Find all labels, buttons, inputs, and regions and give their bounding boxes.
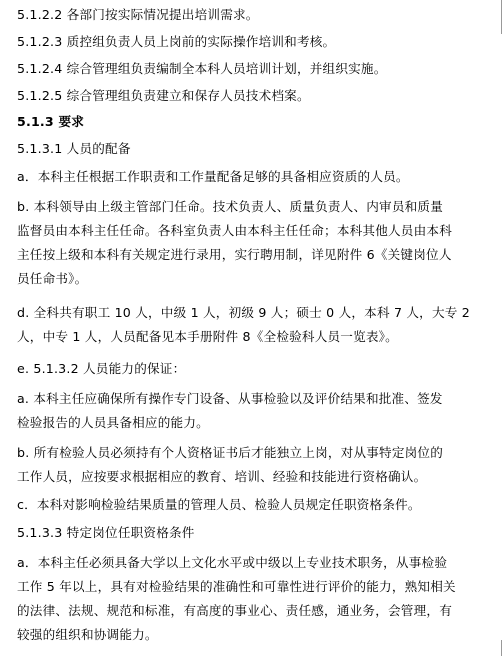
paragraph-line: b. 本科领导由上级主管部门任命。技术负责人、质量负责人、内审员和质量 [17,199,444,214]
paragraph-line: d. 全科共有职工 10 人，中级 1 人，初级 9 人；硕士 0 人，本科 7 人，大专 2 [17,305,470,320]
clause-5-1-2-2: 5.1.2.2 各部门按实际情况提出培训需求。 [17,7,259,22]
subheading-5-1-3-2: e. 5.1.3.2 人员能力的保证： [17,361,186,376]
paragraph-line: 人，中专 1 人，人员配备见本手册附件 8《全检验科人员一览表》。 [17,329,398,344]
paragraph-line: 主任按上级和本科有关规定进行录用，实行聘用制，详见附件 6《关键岗位人 [17,247,452,262]
paragraph-line: b. 所有检验人员必须持有个人资格证书后才能独立上岗，对从事特定岗位的 [17,445,444,460]
paragraph-line: 工作 5 年以上，具有对检验结果的准确性和可靠性进行评价的能力，熟知相关 [17,579,456,594]
paragraph-line: 工作人员，应按要求根据相应的教育、培训、经验和技能进行资格确认。 [17,469,427,484]
clause-5-1-2-3: 5.1.2.3 质控组负责人员上岗前的实际操作培训和考核。 [17,34,336,49]
clause-5-1-2-4: 5.1.2.4 综合管理组负责编制全本科人员培训计划，并组织实施。 [17,61,387,76]
subheading-5-1-3-3: 5.1.3.3 特定岗位任职资格条件 [17,525,195,540]
paragraph-line: a．本科主任根据工作职责和工作量配备足够的具备相应资质的人员。 [17,169,409,184]
section-heading-5-1-3: 5.1.3 要求 [17,114,85,129]
paragraph-line: 的法律、法规、规范和标准，有高度的事业心、责任感，通业务，会管理，有 [17,603,452,618]
paragraph-line: 检验报告的人员具备相应的能力。 [17,415,209,430]
paragraph-line: 监督员由本科主任任命。各科室负责人由本科主任任命；本科其他人员由本科 [17,223,452,238]
paragraph-line: c．本科对影响检验结果质量的管理人员、检验人员规定任职资格条件。 [17,497,421,512]
clause-5-1-2-5: 5.1.2.5 综合管理组负责建立和保存人员技术档案。 [17,88,310,103]
subheading-5-1-3-1: 5.1.3.1 人员的配备 [17,141,131,156]
paragraph-line: a. 本科主任应确保所有操作专门设备、从事检验以及评价结果和批准、签发 [17,391,443,406]
paragraph-line: 员任命书》。 [17,271,88,286]
paragraph-line: 较强的组织和协调能力。 [17,627,158,642]
paragraph-line: a．本科主任必须具备大学以上文化水平或中级以上专业技术职务，从事检验 [17,555,448,570]
